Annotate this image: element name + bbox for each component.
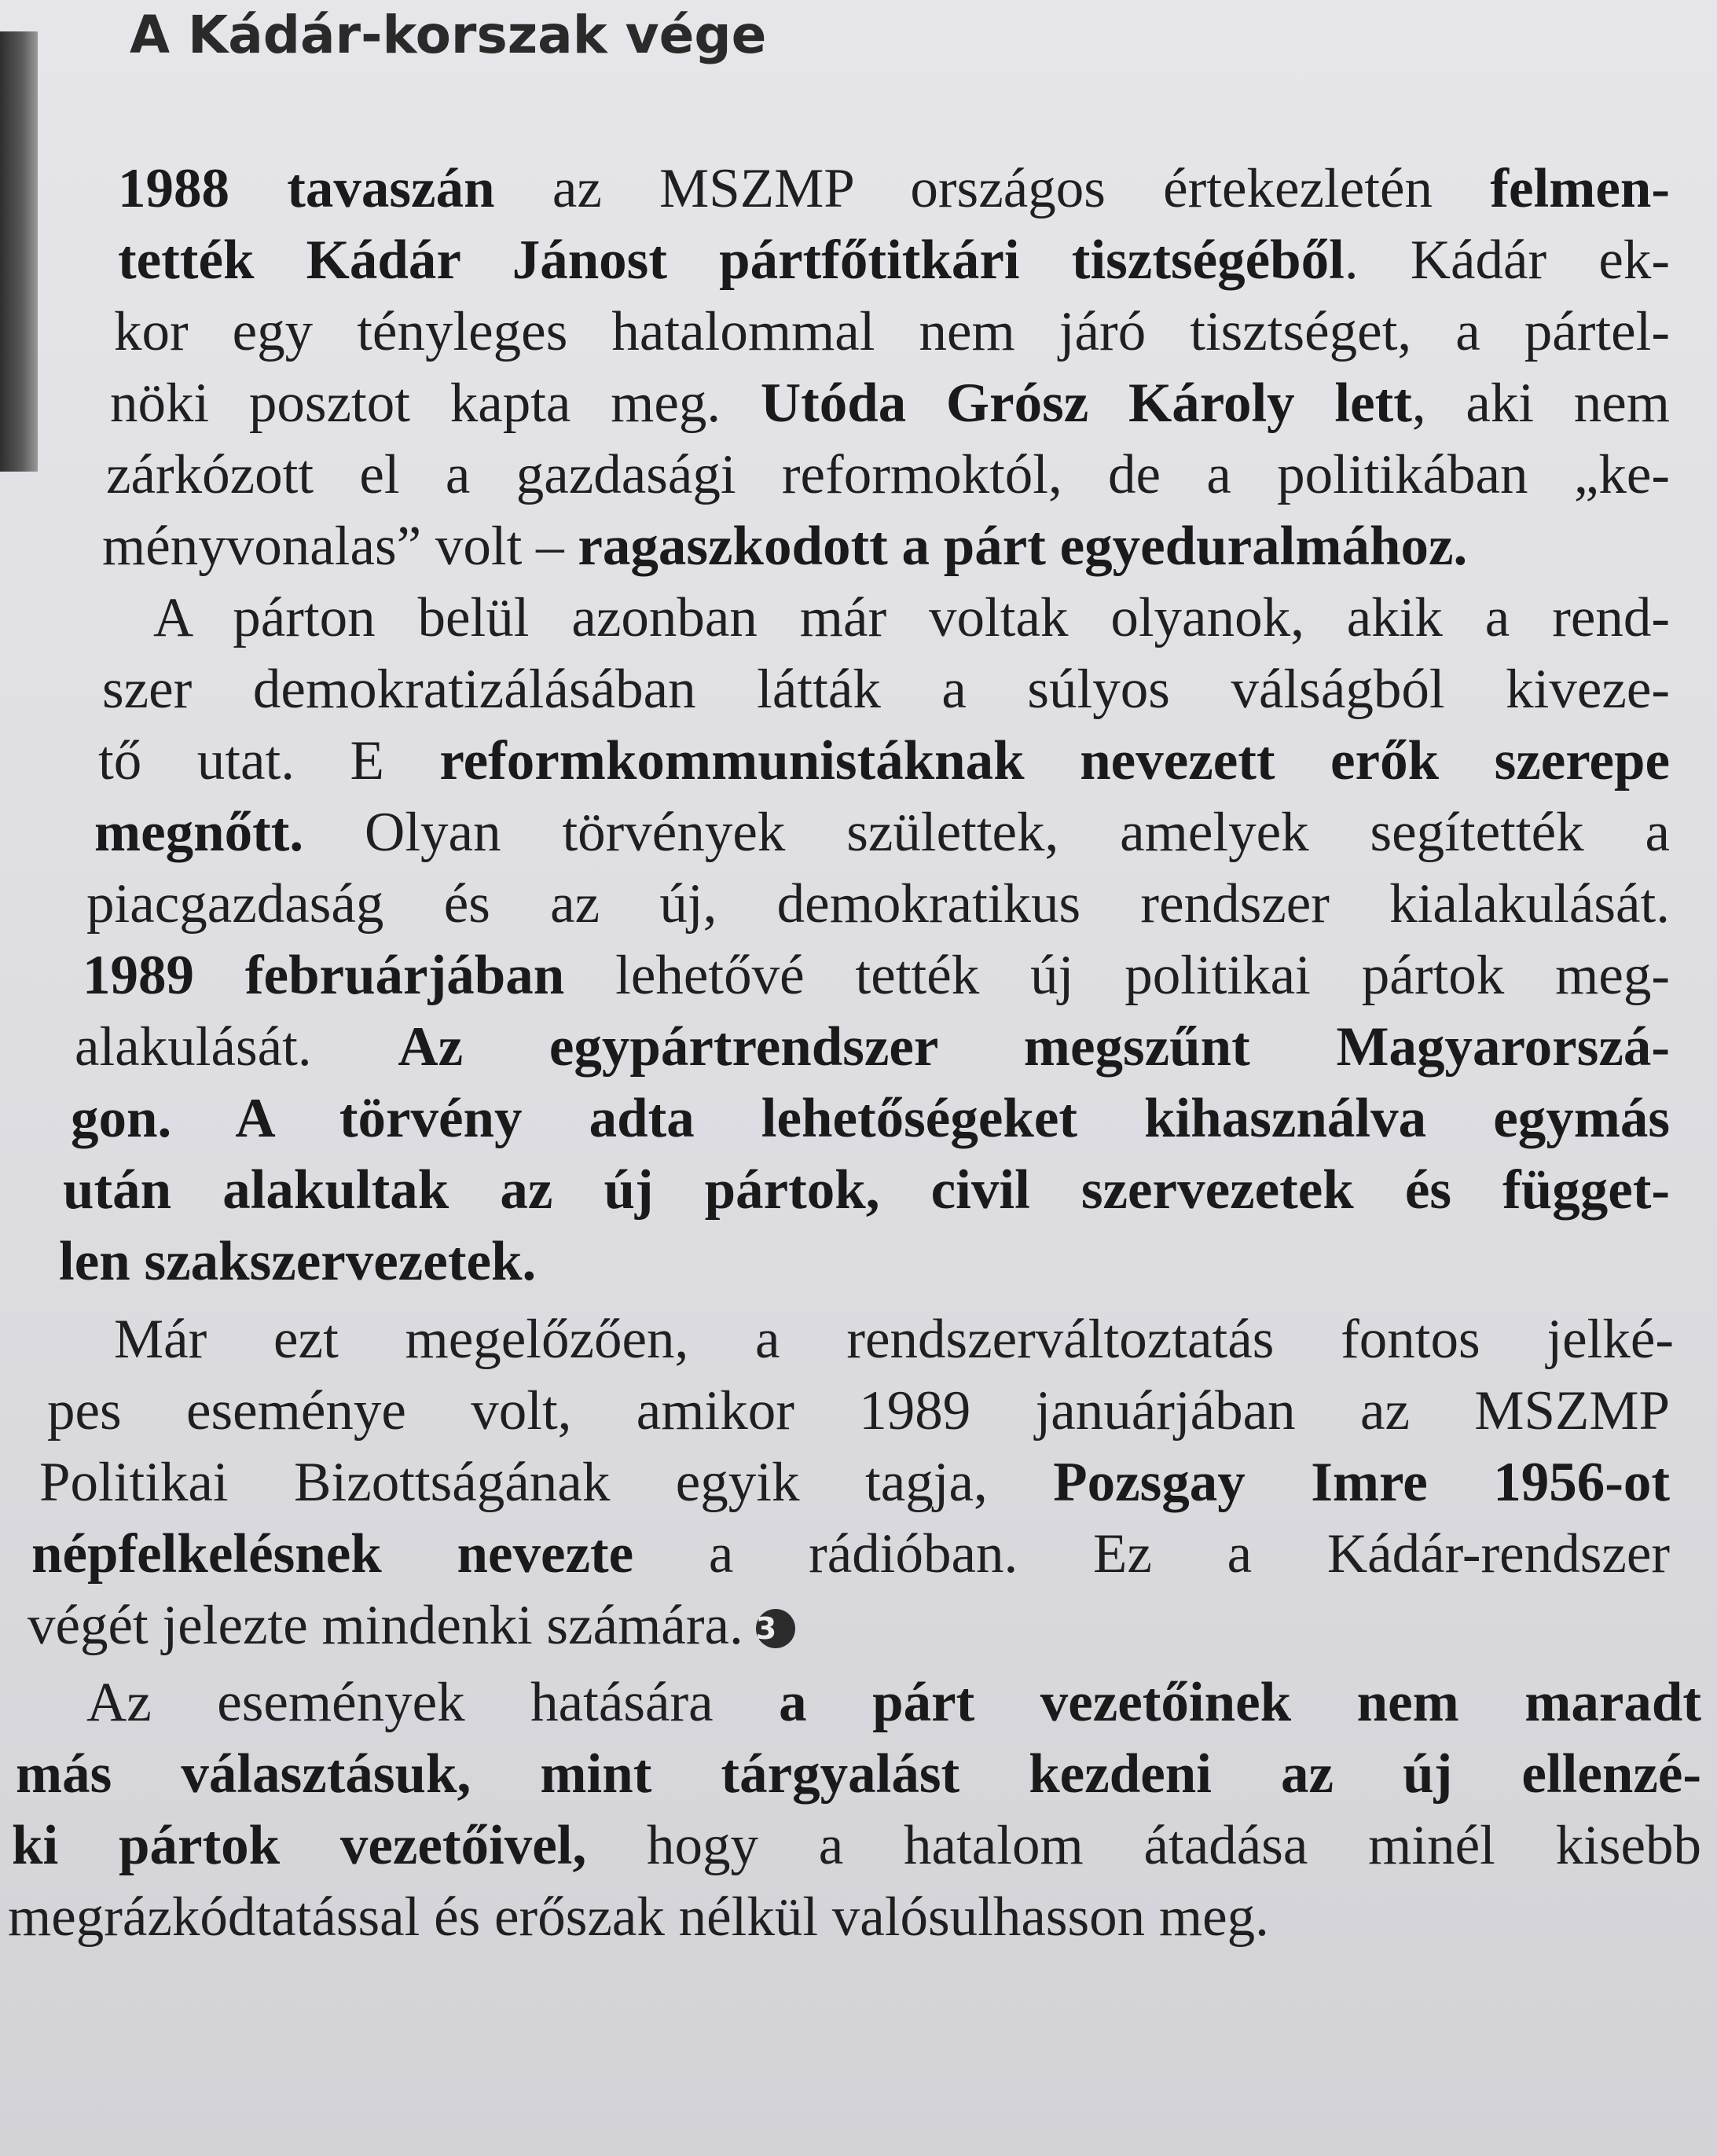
bold-text-segment: tették Kádár Jánost pártfőtitkári tisztségéből [118,230,1345,291]
text-line [28,1586,1088,1665]
text-segment: megrázkódtatással és erőszak nélkül valósulhasson meg. [8,1886,1269,1948]
bold-text-segment: 1989 februárjában [83,945,565,1006]
text-line [114,1300,1674,1379]
text-line [8,1878,1701,1956]
text-line [118,149,1670,228]
text-line [153,578,1670,657]
text-segment: pes eseménye volt, amikor 1989 januárjában az MSZMP [47,1380,1670,1442]
text-segment: zárkózott el a gazdasági reformoktól, de a politikában „ke- [106,444,1670,505]
text-segment: , aki nem [1411,373,1670,434]
text-line [118,221,1670,299]
text-segment: lehetővé tették új politikai pártok meg- [564,945,1670,1006]
text-segment: A párton belül azonban már voltak olyanok, akik a rend- [153,587,1670,648]
text-line [39,1443,1670,1522]
bold-text-segment: ki pártok vezetőivel, [12,1815,587,1876]
text-segment: Olyan törvények születtek, amelyek segítették a [303,802,1670,863]
text-line [86,1663,1701,1742]
bold-text-segment: Pozsgay Imre 1956-ot [1053,1452,1670,1513]
bold-text-segment: a párt vezetőinek nem maradt [779,1672,1701,1733]
bold-text-segment: ragaszkodott a párt egyeduralmához. [578,516,1468,577]
text-line [59,1222,656,1301]
bold-text-segment: felmen- [1490,158,1670,219]
text-line [63,1151,1670,1229]
text-line [31,1515,1670,1593]
section-heading: A Kádár-korszak vége [130,5,767,65]
bold-text-segment: megnőtt. [94,802,304,863]
text-line [75,1008,1670,1086]
text-line [86,865,1670,943]
text-segment: végét jelezte mindenki számára. [28,1595,743,1656]
text-line [98,722,1670,800]
text-segment: Már ezt megelőzően, a rendszerváltoztatás fontos jelké- [114,1309,1674,1370]
text-segment: . Kádár ek- [1344,230,1670,291]
text-line [12,1806,1701,1885]
text-segment: Az események hatására [86,1672,780,1733]
text-segment: hogy a hatalom átadása minél kisebb [586,1815,1701,1876]
text-segment: az MSZMP országos értekezletén [494,158,1491,219]
bold-text-segment: gon. A törvény adta lehetőségeket kihasználva egymás [71,1088,1670,1149]
text-segment: piacgazdaság és az új, demokratikus rendszer kialakulását. [86,873,1670,935]
bold-text-segment: Utóda Grósz Károly lett [760,373,1412,434]
page-edge-shadow [0,31,38,472]
text-line [47,1372,1670,1450]
text-line [71,1079,1670,1158]
bold-text-segment: népfelkelésnek nevezte [31,1523,634,1585]
bold-text-segment: után alakultak az új pártok, civil szervezetek és függet- [63,1159,1670,1221]
text-line [102,650,1670,729]
bold-text-segment: reformkommunistáknak nevezett erők szerepe [439,730,1670,792]
figure-reference-marker: 3 [756,1609,795,1648]
text-line [16,1735,1701,1813]
text-line [94,793,1670,872]
text-line [110,364,1670,443]
text-line [106,435,1670,514]
text-segment: szer demokratizálásában látták a súlyos válságból kiveze- [102,659,1670,720]
text-line [102,507,1670,586]
text-segment: tő utat. E [98,730,440,792]
text-segment: ményvonalas” volt – [102,516,578,577]
text-line [83,936,1670,1015]
text-segment: kor egy tényleges hatalommal nem járó tisztséget, a pártel- [114,301,1670,362]
text-segment: nöki posztot kapta meg. [110,373,761,434]
bold-text-segment: 1988 tavaszán [118,158,495,219]
text-segment: alakulását. [75,1016,398,1078]
text-segment: a rádióban. Ez a Kádár-rendszer [633,1523,1670,1585]
text-line [114,292,1670,371]
bold-text-segment: Az egypártrendszer megszűnt Magyarorszá- [398,1016,1670,1078]
bold-text-segment: más választásuk, mint tárgyalást kezdeni az új ellenzé- [16,1743,1701,1805]
bold-text-segment: len szakszervezetek. [59,1231,537,1292]
text-segment: Politikai Bizottságának egyik tagja, [39,1452,1054,1513]
